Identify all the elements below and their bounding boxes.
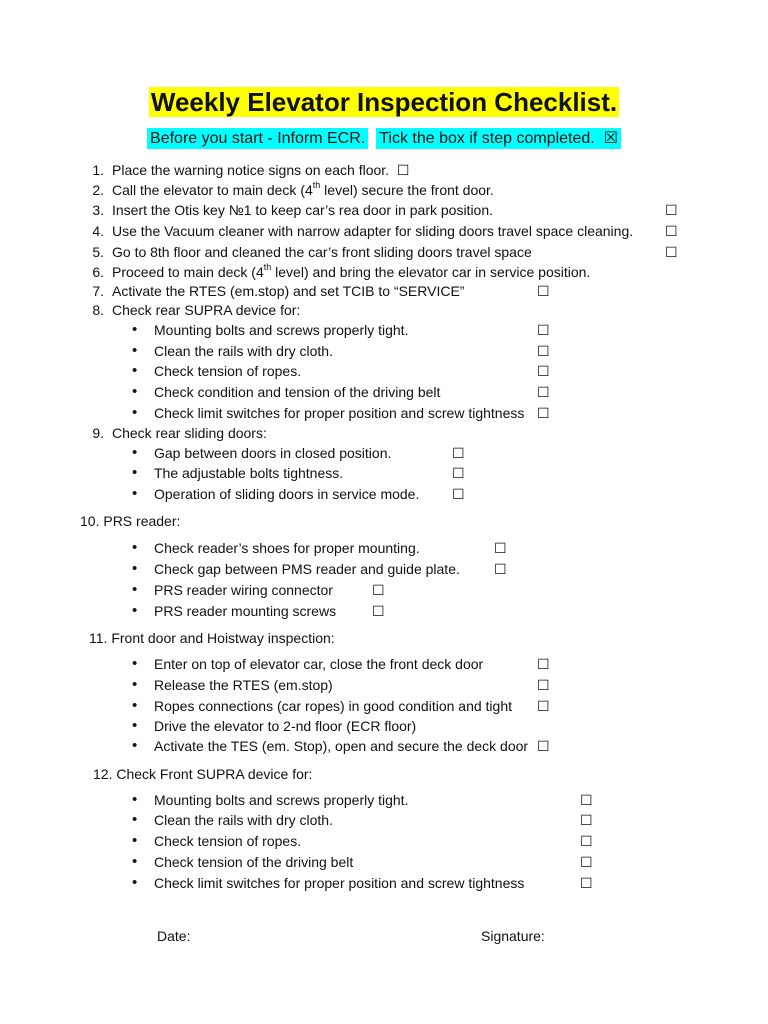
checkbox-icon[interactable]: ☐ bbox=[494, 540, 507, 556]
bullet-icon: • bbox=[132, 444, 138, 461]
step-11: 11. Front door and Hoistway inspection: bbox=[89, 630, 335, 646]
bullet-icon: • bbox=[132, 853, 138, 870]
bullet-icon: • bbox=[132, 404, 138, 421]
checkbox-icon[interactable]: ☐ bbox=[537, 384, 550, 400]
bullet-icon: • bbox=[132, 342, 138, 359]
checkbox-icon[interactable]: ☐ bbox=[537, 322, 550, 338]
bullet-icon: • bbox=[132, 581, 138, 598]
bullet-icon: • bbox=[132, 676, 138, 693]
bullet-icon: • bbox=[132, 383, 138, 400]
checkbox-icon[interactable]: ☐ bbox=[494, 561, 507, 577]
checkbox-icon[interactable]: ☐ bbox=[452, 465, 465, 481]
checkbox-icon[interactable]: ☐ bbox=[665, 244, 678, 260]
checkbox-icon[interactable]: ☐ bbox=[580, 833, 593, 849]
checkbox-icon[interactable]: ☐ bbox=[665, 202, 678, 218]
bullet-icon: • bbox=[132, 811, 138, 828]
bullet-icon: • bbox=[132, 362, 138, 379]
step-10: 10. PRS reader: bbox=[80, 513, 181, 529]
bullet-icon: • bbox=[132, 737, 138, 754]
bullet-icon: • bbox=[132, 717, 138, 734]
checkbox-icon[interactable]: ☐ bbox=[537, 698, 550, 714]
checkbox-icon[interactable]: ☐ bbox=[372, 603, 385, 619]
checkbox-icon[interactable]: ☐ bbox=[537, 343, 550, 359]
date-label: Date: bbox=[157, 928, 191, 944]
inform-ecr-note: Before you start - Inform ECR. bbox=[147, 128, 368, 149]
checkbox-icon[interactable]: ☐ bbox=[537, 656, 550, 672]
bullet-icon: • bbox=[132, 655, 138, 672]
bullet-icon: • bbox=[132, 539, 138, 556]
checkbox-icon[interactable]: ☐ bbox=[537, 677, 550, 693]
bullet-icon: • bbox=[132, 832, 138, 849]
checkbox-icon[interactable]: ☐ bbox=[372, 582, 385, 598]
document-title: Weekly Elevator Inspection Checklist. bbox=[150, 87, 618, 117]
step-12: 12. Check Front SUPRA device for: bbox=[93, 766, 313, 782]
checkbox-icon[interactable]: ☐ bbox=[537, 363, 550, 379]
bullet-icon: • bbox=[132, 697, 138, 714]
bullet-icon: • bbox=[132, 602, 138, 619]
bullet-icon: • bbox=[132, 791, 138, 808]
bullet-icon: • bbox=[132, 560, 138, 577]
checkbox-icon[interactable]: ☐ bbox=[665, 223, 678, 239]
checkbox-icon[interactable]: ☐ bbox=[580, 812, 593, 828]
bullet-icon: • bbox=[132, 874, 138, 891]
bullet-icon: • bbox=[132, 485, 138, 502]
bullet-icon: • bbox=[132, 321, 138, 338]
checked-box-icon: ☒ bbox=[603, 130, 618, 147]
checkbox-icon[interactable]: ☐ bbox=[580, 792, 593, 808]
checkbox-icon[interactable]: ☐ bbox=[452, 445, 465, 461]
bullet-icon: • bbox=[132, 464, 138, 481]
checkbox-icon[interactable]: ☐ bbox=[580, 875, 593, 891]
signature-label: Signature: bbox=[481, 928, 545, 944]
checkbox-icon[interactable]: ☐ bbox=[537, 405, 550, 421]
checkbox-icon[interactable]: ☐ bbox=[452, 486, 465, 502]
tick-instruction: Tick the box if step completed. ☒ bbox=[376, 128, 621, 149]
instructions-bar bbox=[0, 126, 768, 152]
checkbox-icon[interactable]: ☐ bbox=[580, 854, 593, 870]
checkbox-icon[interactable]: ☐ bbox=[537, 283, 550, 299]
checkbox-icon[interactable]: ☐ bbox=[396, 162, 410, 178]
checkbox-icon[interactable]: ☐ bbox=[537, 738, 550, 754]
